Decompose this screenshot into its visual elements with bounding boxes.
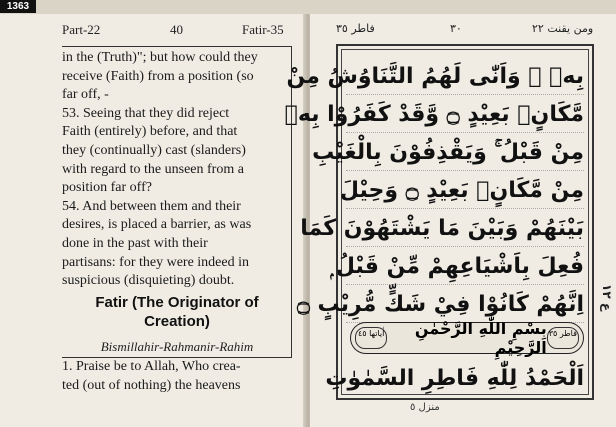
translation-line: desires, is placed a barrier, as was bbox=[62, 217, 252, 233]
ruku-mark: ع ١٢ bbox=[600, 284, 614, 312]
translation-line: 54. And between them and their bbox=[62, 198, 241, 214]
translation-line: position far off? bbox=[62, 180, 152, 196]
right-page bbox=[284, 14, 616, 427]
arabic-line: فُعِلَ بِاَشْيَاعِهِمْ مِّنْ قَبْلُ ۭ bbox=[346, 248, 584, 285]
translation-line: receive (Faith) from a position (so bbox=[62, 68, 254, 84]
header-part: Part-22 bbox=[62, 22, 101, 37]
header-surah: Fatir-35 bbox=[242, 22, 284, 37]
translation-line: suspicious (disquieting) doubt. bbox=[62, 273, 235, 289]
page-number-tag: 1363 bbox=[0, 0, 36, 13]
verse-one bbox=[62, 358, 292, 395]
bismillah-arabic: بِسْمِ اللّٰهِ الرَّحْمٰنِ الرَّحِيْمِ bbox=[414, 319, 547, 357]
header-surah-arabic: فاطر ٣٥ bbox=[336, 22, 375, 35]
header-part-arabic: ومن يقنت ٢٢ bbox=[532, 22, 594, 35]
translation-line: done in the past with their bbox=[62, 235, 208, 251]
arabic-line: مِنْ مَّكَانٍۢ بَعِيْدٍ ۝ وَحِيْلَ bbox=[346, 172, 584, 209]
header-page-arabic: ٣٠ bbox=[450, 22, 462, 35]
translation-line: with regard to the unseen from a bbox=[62, 161, 244, 177]
surah-title: Fatir (The Originator of Creation) bbox=[95, 294, 259, 330]
ayat-count-cartouche: اٰياتها ٤٥ bbox=[355, 327, 387, 349]
arabic-line: بَيْنَهُمْ وَبَيْنَ مَا يَشْتَهُوْنَ كَمَا bbox=[346, 210, 584, 247]
translation-line: they (continually) cast (slanders) bbox=[62, 142, 246, 158]
left-page bbox=[0, 14, 306, 427]
manzil-label: منزل ٥ bbox=[410, 402, 440, 413]
translation-line: partisans: for they were indeed in bbox=[62, 254, 249, 270]
arabic-line: مَّكَانٍۢ بَعِيْدٍ ۝ وَّقَدْ كَفَرُوْا بِهٖ bbox=[346, 96, 584, 133]
arabic-text-frame bbox=[284, 44, 594, 400]
arabic-line: بِهٖ ۚ وَاَنّٰى لَهُمُ التَّنَاوُشُ مِنْ bbox=[346, 58, 584, 95]
translation-line: Faith (entirely) before, and that bbox=[62, 124, 238, 140]
translation-line: ted (out of nothing) the heavens bbox=[62, 377, 241, 393]
header-page-number: 40 bbox=[170, 22, 183, 37]
arabic-line: اَلْحَمْدُ لِلّٰهِ فَاطِرِ السَّمٰوٰتِ bbox=[325, 365, 584, 391]
translation-line: far off, - bbox=[62, 87, 109, 103]
surah-banner bbox=[350, 319, 584, 357]
arabic-line: اِنَّهُمْ كَانُوْا فِيْ شَكٍّ مُّرِيْبٍ ۝ bbox=[346, 286, 584, 323]
translation-line: 53. Seeing that they did reject bbox=[62, 105, 230, 121]
surah-name-cartouche: فاطر ٣٥ bbox=[547, 327, 579, 349]
translation-line: 1. Praise be to Allah, Who crea- bbox=[62, 359, 241, 374]
bismillah-transliteration: Bismillahir-Rahmanir-Rahim bbox=[100, 339, 254, 354]
translation-line: in the (Truth)"; but how could they bbox=[62, 50, 258, 65]
arabic-line: مِنْ قَبْلُ ۚ وَيَقْذِفُوْنَ بِالْغَيْبِ bbox=[346, 134, 584, 171]
